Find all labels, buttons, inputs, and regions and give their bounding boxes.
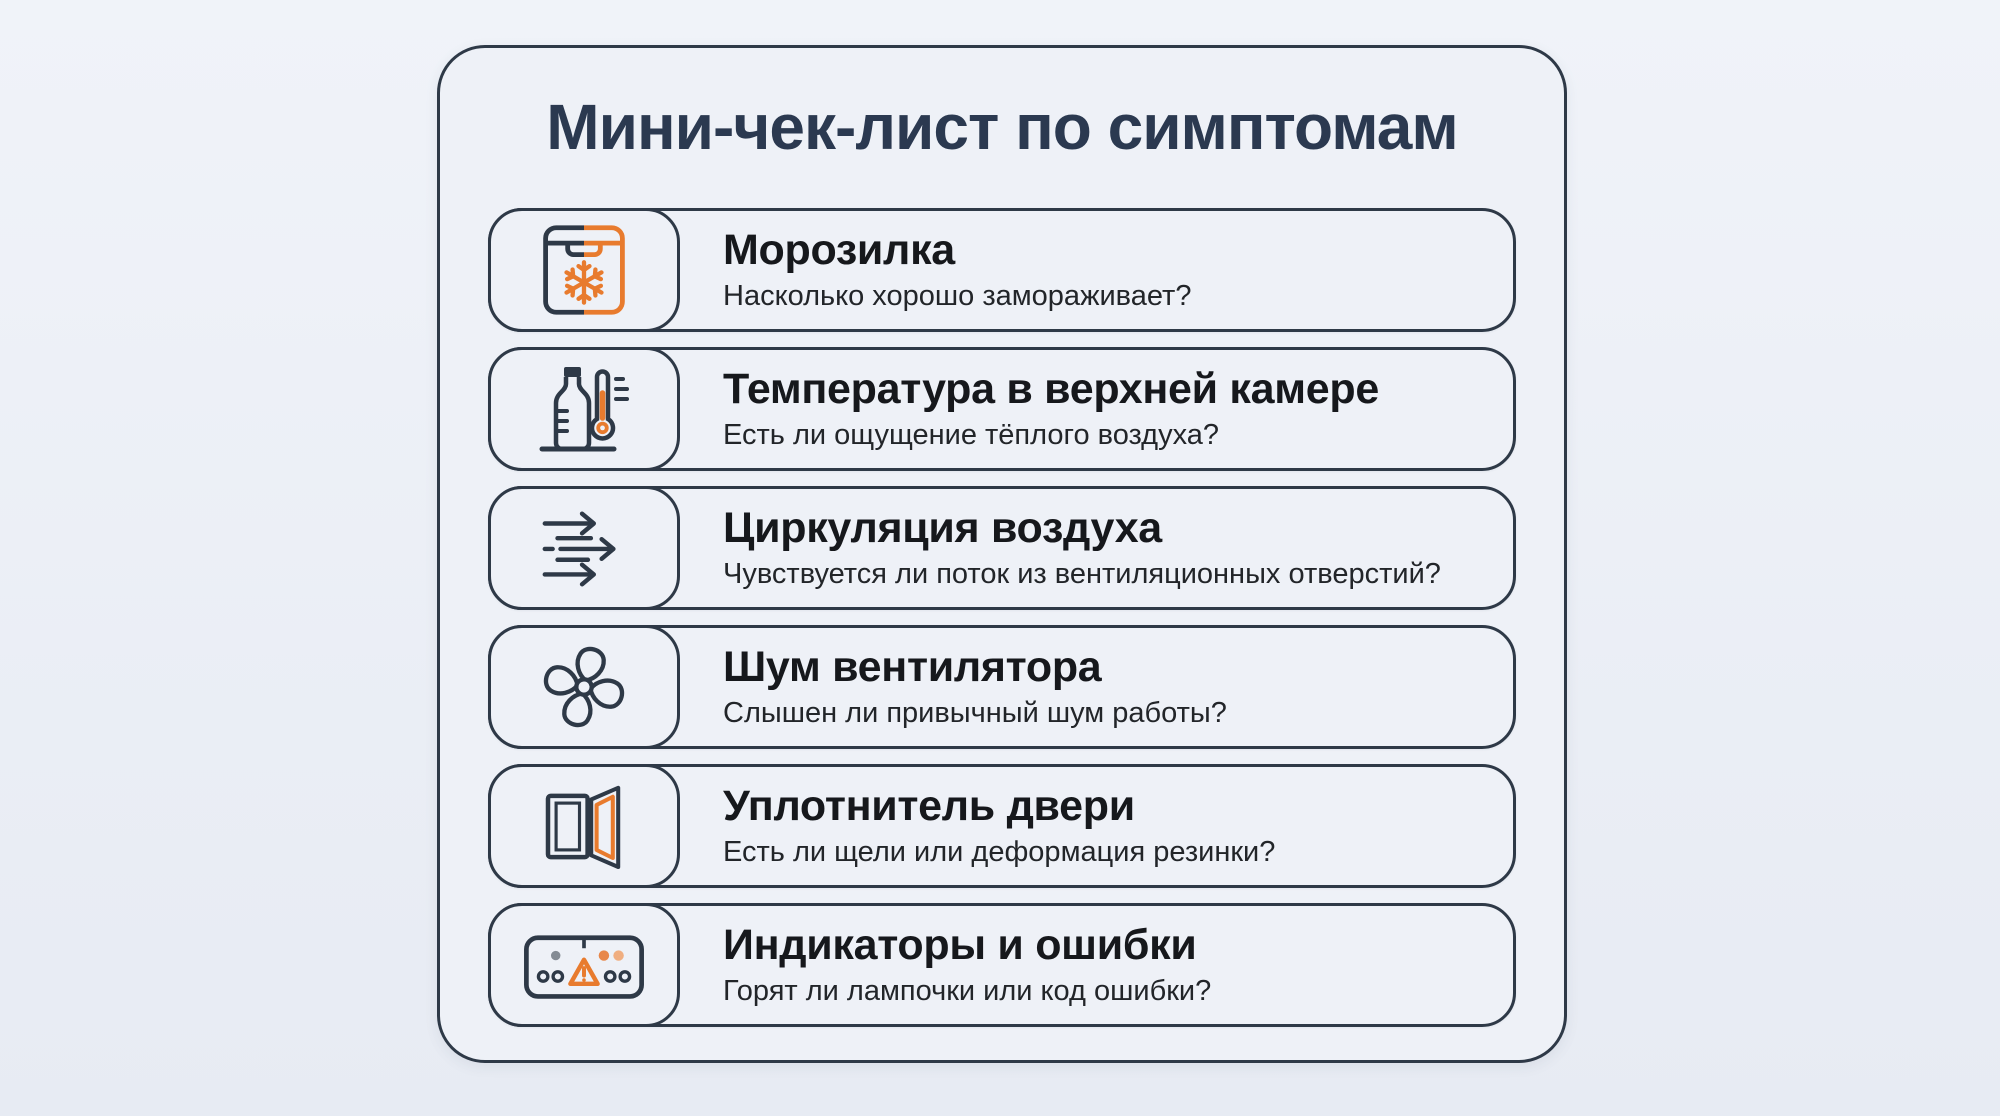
bottle-thermometer-icon [534, 359, 634, 459]
freezer-icon [536, 222, 632, 318]
checklist-item-airflow [488, 486, 1516, 610]
item-title: Уплотнитель двери [723, 782, 1135, 830]
item-title: Температура в верхней камере [723, 365, 1379, 413]
icon-cell [488, 764, 680, 888]
item-text [723, 922, 1211, 1009]
item-title: Морозилка [723, 226, 955, 274]
item-title: Шум вентилятора [723, 643, 1102, 691]
checklist-rows [488, 208, 1516, 1027]
icon-cell [488, 903, 680, 1027]
item-subtitle: Горят ли лампочки или код ошибки? [723, 975, 1212, 1008]
fan-icon [535, 637, 633, 737]
item-text [723, 227, 1191, 314]
item-subtitle: Чувствуется ли поток из вентиляционных отверстий? [723, 558, 1441, 591]
door-seal-icon [539, 776, 629, 877]
icon-cell [488, 347, 680, 471]
checklist-item-door-seal [488, 764, 1516, 888]
indicator-panel-icon [521, 921, 647, 1009]
checklist-item-fan [488, 625, 1516, 749]
page-title: Мини-чек-лист по симптомам [546, 91, 1458, 163]
checklist-card [437, 45, 1567, 1063]
checklist-item-indicators [488, 903, 1516, 1027]
item-text [723, 366, 1379, 453]
icon-cell [488, 486, 680, 610]
item-text [723, 505, 1441, 592]
checklist-item-temperature [488, 347, 1516, 471]
item-title: Индикаторы и ошибки [723, 921, 1197, 969]
icon-cell [488, 208, 680, 332]
airflow-icon [535, 499, 633, 597]
item-subtitle: Насколько хорошо замораживает? [723, 280, 1192, 313]
item-text [723, 783, 1275, 870]
icon-cell [488, 625, 680, 749]
item-subtitle: Есть ли ощущение тёплого воздуха? [723, 419, 1220, 452]
item-title: Циркуляция воздуха [723, 504, 1162, 552]
checklist-item-freezer [488, 208, 1516, 332]
item-subtitle: Слышен ли привычный шум работы? [723, 697, 1227, 730]
item-subtitle: Есть ли щели или деформация резинки? [723, 836, 1276, 869]
item-text [723, 644, 1227, 731]
